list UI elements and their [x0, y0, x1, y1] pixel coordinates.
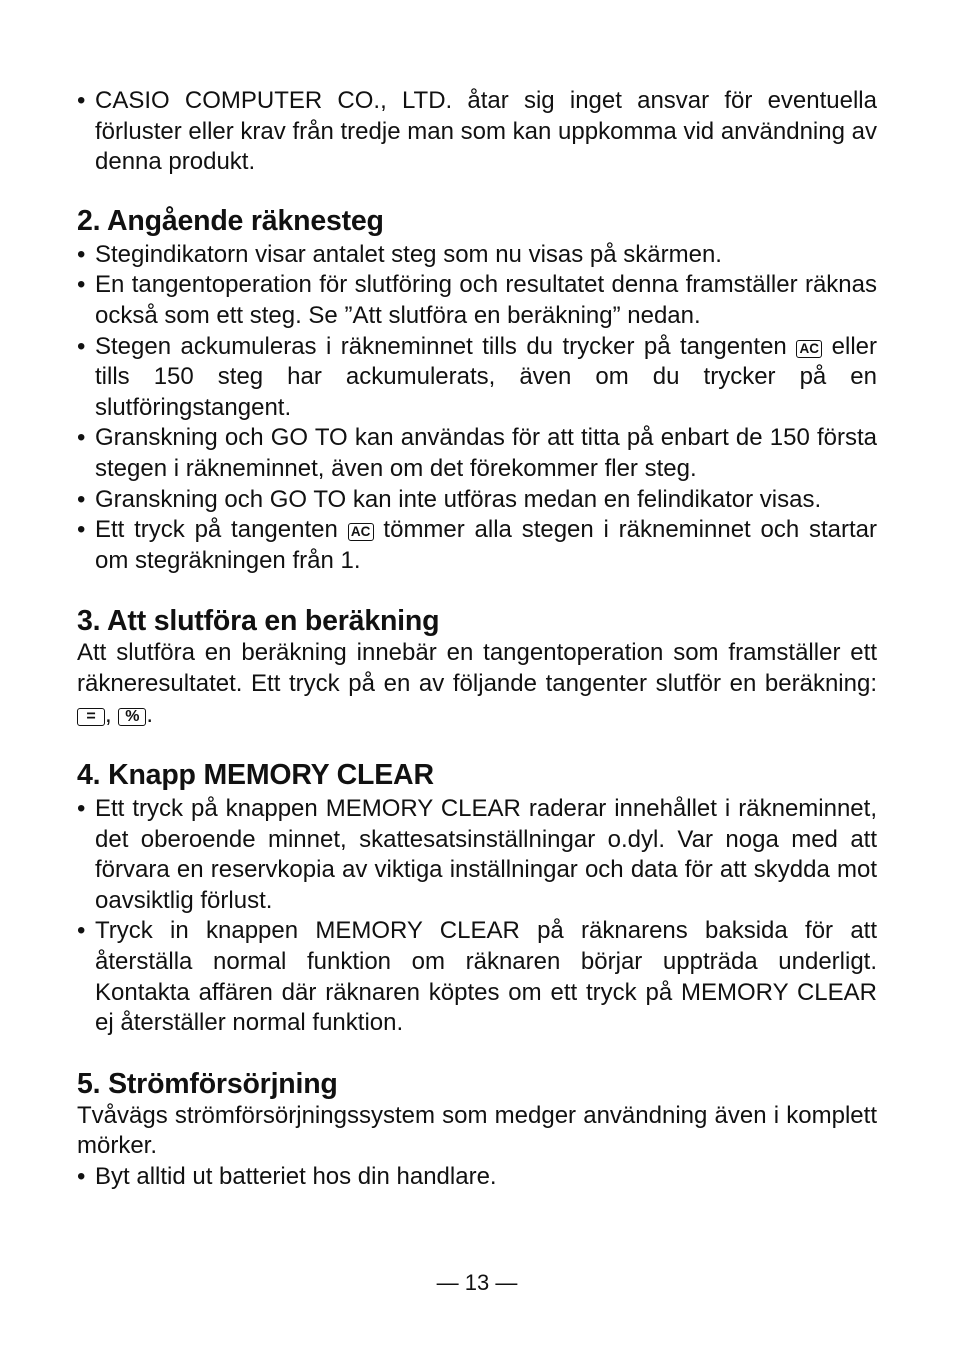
intro-bullet: [77, 86, 877, 178]
list-item: [77, 916, 877, 1038]
list-item: [77, 485, 877, 516]
equals-key-icon: =: [77, 708, 105, 726]
list-item-text: En tangentoperation för slutföring och resultatet denna framställer räknas också som ett steg. Se ”Att slutföra en beräkning” nedan.: [95, 271, 877, 329]
list-item: [77, 794, 877, 916]
list-item: [77, 332, 877, 424]
section-complete-calculation: [77, 604, 877, 730]
percent-key-icon: %: [118, 708, 146, 726]
section-power-supply-title: 5. Strömförsörjning: [77, 1067, 338, 1100]
list-item: [77, 423, 877, 484]
section-complete-calculation-text: [77, 638, 877, 730]
comma-text: ,: [105, 700, 112, 728]
ac-key-icon: AC: [348, 523, 374, 541]
section-power-supply-text: Tvåvägs strömförsörjningssystem som medger användning även i komplett mörker.: [77, 1101, 877, 1160]
section-memory-clear-title: 4. Knapp MEMORY CLEAR: [77, 759, 434, 792]
manual-page: [77, 86, 877, 1193]
section-power-supply: [77, 1067, 877, 1193]
list-item-text: Byt alltid ut batteriet hos din handlare.: [95, 1163, 497, 1191]
list-item: [77, 515, 877, 576]
list-item: [77, 240, 877, 271]
steps-list: [77, 240, 877, 577]
intro-list: [77, 86, 877, 178]
power-supply-list: [77, 1162, 877, 1193]
section-memory-clear: [77, 758, 877, 1039]
memory-clear-list: [77, 794, 877, 1039]
paragraph-text: Att slutföra en beräkning innebär en tangentoperation som framställer ett räkneresultatet. Ett tryck på en av följande tangenter slutför en beräkning:: [77, 639, 877, 697]
list-item-text: Granskning och GO TO kan användas för att titta på enbart de 150 första stegen i räkneminnet, även om det förekommer fler steg.: [95, 424, 877, 482]
section-steps: [77, 204, 877, 577]
list-item: [77, 1162, 877, 1193]
section-steps-title: 2. Angående räknesteg: [77, 204, 384, 237]
period-text: .: [146, 700, 154, 728]
list-item-text: eller tills 150 steg har ackumulerats, även om du trycker på en slutföringstangent.: [95, 332, 878, 421]
list-item-text: Stegen ackumuleras i räkneminnet tills du trycker på tangenten: [95, 332, 787, 360]
list-item-text: Ett tryck på knappen MEMORY CLEAR raderar innehållet i räkneminnet, det oberoende minnet, skattesatsinställningar o.dyl. Var noga med att förvara en reservkopia av viktiga inställningar och data för att skydda mot oavsiktlig förlust.: [95, 795, 877, 914]
section-complete-calculation-title: 3. Att slutföra en beräkning: [77, 605, 440, 638]
list-item-text: Granskning och GO TO kan inte utföras medan en felindikator visas.: [95, 485, 822, 513]
intro-text: CASIO COMPUTER CO., LTD. åtar sig inget ansvar för eventuella förluster eller krav från tredje man som kan uppkomma vid användning av denna produkt.: [95, 87, 877, 176]
list-item-text: Stegindikatorn visar antalet steg som nu visas på skärmen.: [95, 240, 722, 268]
list-item-text: Ett tryck på tangenten: [95, 516, 338, 544]
page-number: — 13 —: [436, 1270, 518, 1295]
list-item-text: Tryck in knappen MEMORY CLEAR på räknarens baksida för att återställa normal funktion om räknaren börjar uppträda underligt. Kontakta affären där räknaren köptes om ett tryck på MEMORY CLEAR ej återställer normal funktion.: [95, 917, 877, 1037]
list-item: [77, 270, 877, 331]
list-item-text: tömmer alla stegen i räkneminnet och startar om stegräkningen från 1.: [95, 516, 877, 574]
ac-key-icon: AC: [796, 340, 822, 358]
